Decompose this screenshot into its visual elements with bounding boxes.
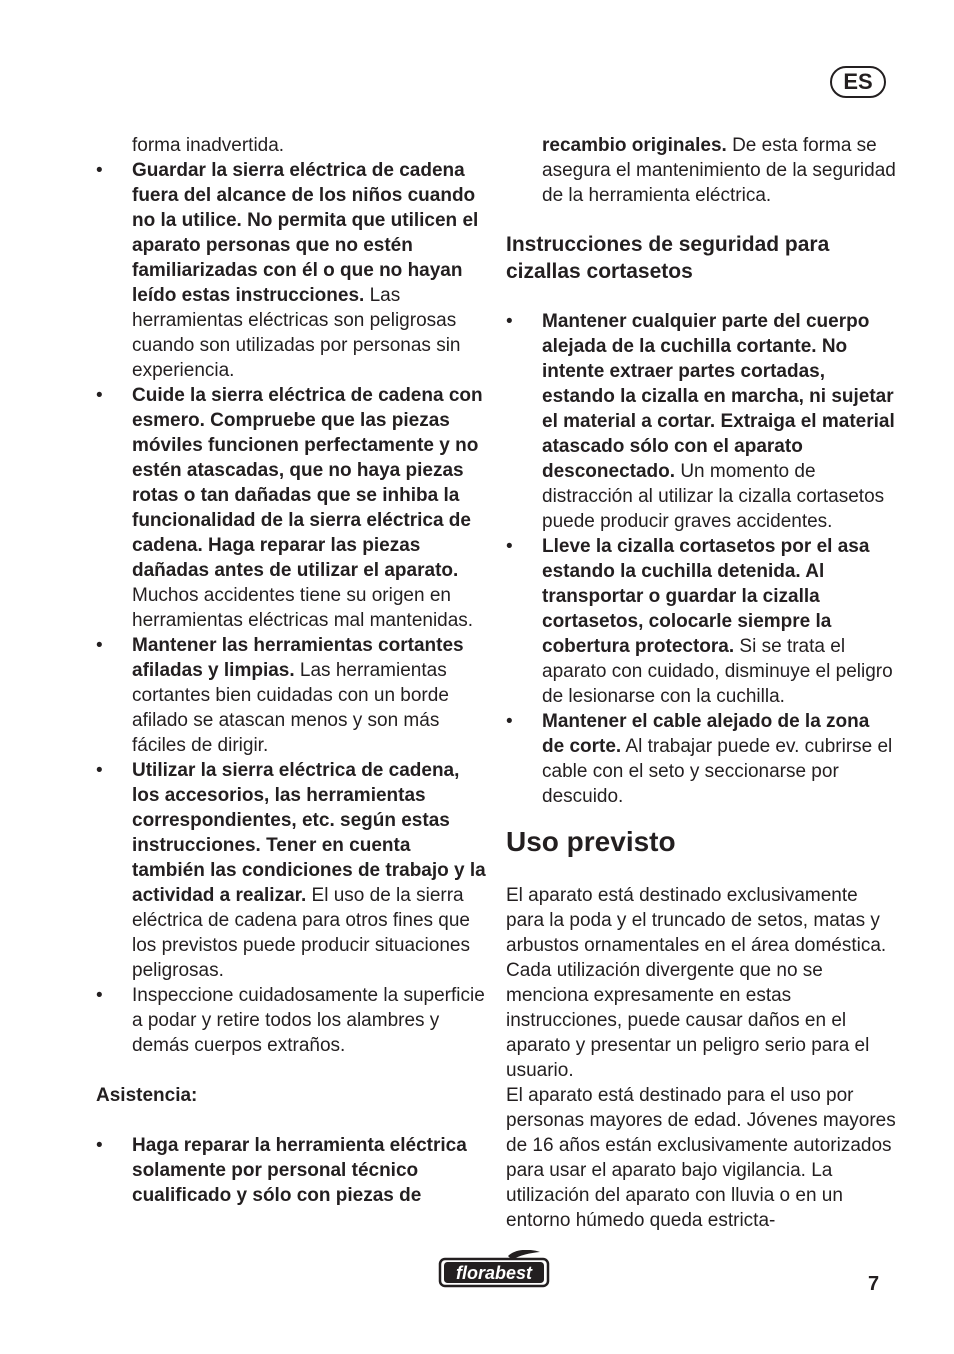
bold-text: Mantener las herramientas cortantes afiladas y limpias. — [132, 635, 464, 681]
bold-text: recambio originales. — [542, 135, 727, 156]
language-badge: ES — [830, 66, 886, 98]
normal-text: Las herramientas cortantes bien cuidadas con un borde afilado se atascan menos y son más fáciles de dirigir. — [132, 660, 449, 756]
assistance-bullet-list — [96, 1133, 486, 1208]
right-column — [506, 133, 896, 1233]
list-item — [506, 309, 896, 534]
normal-text: Inspeccione cuidadosamente la superficie a podar y retire todos los alambres y demás cuerpos extraños. — [132, 985, 485, 1056]
list-item — [96, 983, 486, 1058]
list-item — [96, 1133, 486, 1208]
continued-text — [506, 133, 896, 208]
normal-text: Al trabajar puede ev. cubrirse el cable con el seto y seccionarse por descuido. — [542, 736, 893, 807]
normal-text: Las herramientas eléctricas son peligrosas cuando son utilizadas por personas sin experiencia. — [132, 285, 461, 381]
section-subheading: Instrucciones de seguridad para cizallas cortasetos — [506, 233, 830, 283]
list-item — [506, 709, 896, 809]
logo-text: florabest — [455, 1263, 533, 1283]
section-title: Uso previsto — [506, 826, 676, 857]
page-number: 7 — [868, 1273, 880, 1295]
list-item — [96, 158, 486, 383]
normal-text: Un momento de distracción al utilizar la cizalla cortasetos puede producir graves accidentes. — [542, 461, 885, 532]
paragraph: El aparato está destinado exclusivamente para la poda y el truncado de setos, matas y arbustos ornamentales en el área doméstica. Cada utilización divergente que no se menciona expresamente en estas instrucciones, puede causar daños en el aparato y presentar un peligro serio para el usuario. — [506, 885, 887, 1081]
continued-text: forma inadvertida. — [132, 135, 285, 156]
florabest-logo — [438, 1250, 550, 1288]
bold-text: Mantener el cable alejado de la zona de corte. — [542, 711, 870, 757]
bold-text: Cuide la sierra eléctrica de cadena con esmero. Compruebe que las piezas móviles funcionen perfectamente y no estén atascadas, que no haya piezas rotas o tan dañadas que se inhiba la funcionalidad de la sierra eléctrica de cadena. Haga reparar las piezas dañadas antes de utilizar el aparato. — [132, 385, 483, 581]
normal-text: De esta forma se asegura el mantenimiento de la seguridad de la herramienta eléctrica. — [542, 135, 896, 206]
normal-text: El uso de la sierra eléctrica de cadena para otros fines que los previstos puede producir situaciones peligrosas. — [132, 885, 470, 981]
normal-text: Si se trata el aparato con cuidado, disminuye el peligro de lesionarse con la cuchilla. — [542, 636, 893, 707]
list-item — [506, 534, 896, 709]
bold-text: Utilizar la sierra eléctrica de cadena, los accesorios, las herramientas correspondientes, etc. según estas instrucciones. Tener en cuenta también las condiciones de trabajo y la actividad a realizar. — [132, 760, 486, 906]
left-bullet-list — [96, 158, 486, 1058]
bold-text: Haga reparar la herramienta eléctrica solamente por personal técnico cualificado y sólo con piezas de — [132, 1135, 467, 1206]
list-item — [96, 383, 486, 633]
list-item — [96, 633, 486, 758]
normal-text: Muchos accidentes tiene su origen en herramientas eléctricas mal mantenidas. — [132, 585, 474, 631]
list-item — [96, 758, 486, 983]
bold-text: Guardar la sierra eléctrica de cadena fuera del alcance de los niños cuando no la utilice. No permita que utilicen el aparato personas que no estén familiarizadas con él o que no hayan leído estas instrucciones. — [132, 160, 479, 306]
assistance-heading: Asistencia: — [96, 1085, 198, 1106]
left-column — [96, 133, 486, 1208]
bold-text: Lleve la cizalla cortasetos por el asa estando la cuchilla detenida. Al transportar o guardar la cizalla cortasetos, colocarle siempre la cobertura protectora. — [542, 536, 870, 657]
bold-text: Mantener cualquier parte del cuerpo alejada de la cuchilla cortante. No intente extraer partes cortadas, estando la cizalla en marcha, ni sujetar el material a cortar. Extraiga el material atascado sólo con el aparato desconectado. — [542, 311, 895, 482]
paragraph: El aparato está destinado para el uso por personas mayores de edad. Jóvenes mayores de 16 años están exclusivamente autorizados para usar el aparato bajo vigilancia. La utilización del aparato con lluvia o en un entorno húmedo queda estricta- — [506, 1085, 896, 1231]
right-bullet-list — [506, 309, 896, 809]
